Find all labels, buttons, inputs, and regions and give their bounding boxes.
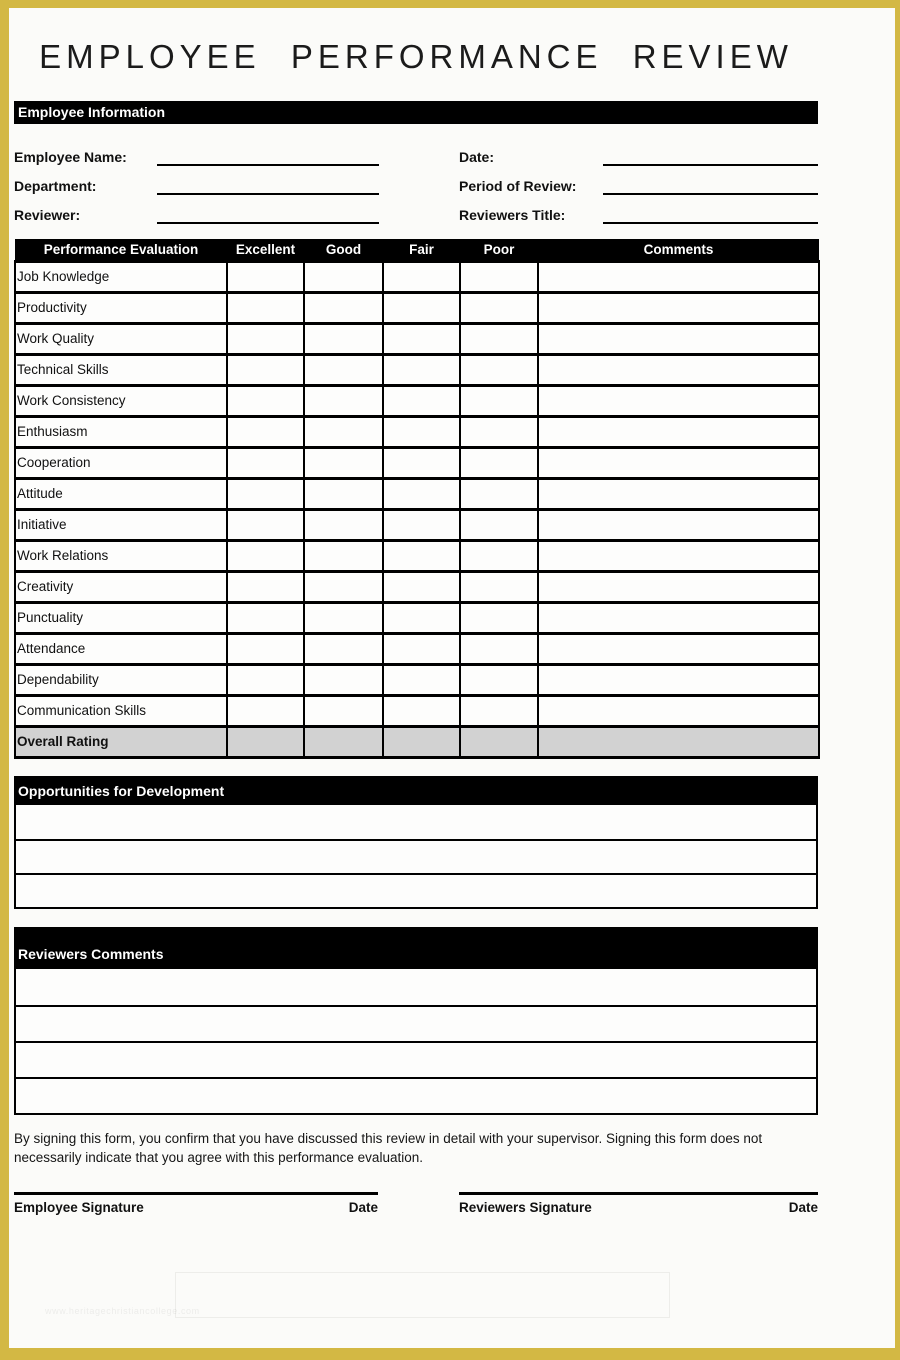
- employee-name-field[interactable]: [157, 162, 379, 166]
- evaluation-row: [15, 292, 819, 323]
- criterion-label: Cooperation: [15, 447, 227, 478]
- faint-placeholder-box: [175, 1272, 670, 1318]
- rating-cell-fair[interactable]: [383, 385, 460, 416]
- date-field[interactable]: [603, 162, 818, 166]
- rating-cell-excellent[interactable]: [227, 726, 304, 757]
- reviewers-title-label: Reviewers Title:: [459, 207, 566, 223]
- rating-cell-good[interactable]: [304, 261, 383, 292]
- comments-cell[interactable]: [538, 385, 819, 416]
- reviewer-label: Reviewer:: [14, 207, 81, 223]
- rating-cell-fair[interactable]: [383, 540, 460, 571]
- criterion-label: Attitude: [15, 478, 227, 509]
- comments-cell[interactable]: [538, 292, 819, 323]
- blank-line-row[interactable]: [16, 1077, 816, 1113]
- watermark: www.heritagechristiancollege.com: [45, 1306, 200, 1316]
- rating-cell-poor[interactable]: [460, 323, 538, 354]
- rating-cell-excellent[interactable]: [227, 323, 304, 354]
- rating-cell-fair[interactable]: [383, 261, 460, 292]
- employee-date-label: Date: [348, 1199, 378, 1215]
- rating-cell-poor[interactable]: [460, 261, 538, 292]
- rating-cell-excellent[interactable]: [227, 416, 304, 447]
- comments-cell[interactable]: [538, 354, 819, 385]
- comments-cell[interactable]: [538, 571, 819, 602]
- evaluation-row: [15, 540, 819, 571]
- reviewer-comments-box: [14, 967, 818, 1115]
- evaluation-header-row: [15, 239, 819, 261]
- rating-cell-good[interactable]: [304, 633, 383, 664]
- rating-cell-excellent[interactable]: [227, 571, 304, 602]
- rating-cell-poor[interactable]: [460, 633, 538, 664]
- rating-cell-fair[interactable]: [383, 726, 460, 757]
- column-header: Performance Evaluation: [15, 239, 227, 261]
- rating-cell-fair[interactable]: [383, 509, 460, 540]
- reviewer-comments-header: [14, 927, 818, 967]
- rating-cell-fair[interactable]: [383, 633, 460, 664]
- rating-cell-good[interactable]: [304, 292, 383, 323]
- rating-cell-excellent[interactable]: [227, 261, 304, 292]
- criterion-label: Overall Rating: [15, 726, 227, 757]
- rating-cell-excellent[interactable]: [227, 633, 304, 664]
- column-header: Fair: [383, 239, 460, 261]
- comments-cell[interactable]: [538, 695, 819, 726]
- field-row: [14, 166, 818, 195]
- rating-cell-good[interactable]: [304, 354, 383, 385]
- rating-cell-fair[interactable]: [383, 292, 460, 323]
- rating-cell-fair[interactable]: [383, 664, 460, 695]
- column-header: Comments: [538, 239, 819, 261]
- rating-cell-fair[interactable]: [383, 416, 460, 447]
- criterion-label: Attendance: [15, 633, 227, 664]
- reviewer-comments-heading: Reviewers Comments: [18, 945, 164, 962]
- blank-line-row[interactable]: [16, 805, 816, 839]
- column-header: Excellent: [227, 239, 304, 261]
- comments-cell[interactable]: [538, 478, 819, 509]
- rating-cell-good[interactable]: [304, 695, 383, 726]
- evaluation-row: [15, 323, 819, 354]
- form-content: [14, 8, 818, 1215]
- employee-signature-label: Employee Signature: [14, 1199, 144, 1215]
- opportunities-heading: Opportunities for Development: [18, 782, 225, 799]
- rating-cell-poor[interactable]: [460, 292, 538, 323]
- rating-cell-fair[interactable]: [383, 323, 460, 354]
- overall-rating-row: [15, 726, 819, 757]
- opportunities-box: [14, 803, 818, 909]
- comments-cell[interactable]: [538, 509, 819, 540]
- rating-cell-good[interactable]: [304, 664, 383, 695]
- evaluation-row: [15, 261, 819, 292]
- comments-cell[interactable]: [538, 416, 819, 447]
- rating-cell-good[interactable]: [304, 416, 383, 447]
- rating-cell-poor[interactable]: [460, 602, 538, 633]
- criterion-label: Work Relations: [15, 540, 227, 571]
- evaluation-row: [15, 695, 819, 726]
- criterion-label: Punctuality: [15, 602, 227, 633]
- rating-cell-fair[interactable]: [383, 447, 460, 478]
- comments-cell[interactable]: [538, 633, 819, 664]
- criterion-label: Work Consistency: [15, 385, 227, 416]
- blank-line-row[interactable]: [16, 1041, 816, 1077]
- rating-cell-poor[interactable]: [460, 695, 538, 726]
- rating-cell-good[interactable]: [304, 509, 383, 540]
- period-of-review-field[interactable]: [603, 191, 818, 195]
- criterion-label: Enthusiasm: [15, 416, 227, 447]
- department-label: Department:: [14, 178, 97, 194]
- rating-cell-good[interactable]: [304, 478, 383, 509]
- comments-cell[interactable]: [538, 602, 819, 633]
- rating-cell-poor[interactable]: [460, 540, 538, 571]
- blank-line-row[interactable]: [16, 839, 816, 873]
- rating-cell-excellent[interactable]: [227, 540, 304, 571]
- evaluation-row: [15, 602, 819, 633]
- rating-cell-excellent[interactable]: [227, 695, 304, 726]
- rating-cell-fair[interactable]: [383, 602, 460, 633]
- rating-cell-poor[interactable]: [460, 416, 538, 447]
- rating-cell-poor[interactable]: [460, 571, 538, 602]
- rating-cell-fair[interactable]: [383, 354, 460, 385]
- rating-cell-excellent[interactable]: [227, 478, 304, 509]
- employee-info-header: [14, 101, 818, 124]
- rating-cell-poor[interactable]: [460, 726, 538, 757]
- evaluation-row: [15, 664, 819, 695]
- rating-cell-good[interactable]: [304, 540, 383, 571]
- rating-cell-poor[interactable]: [460, 447, 538, 478]
- blank-line-row[interactable]: [16, 873, 816, 907]
- criterion-label: Dependability: [15, 664, 227, 695]
- rating-cell-excellent[interactable]: [227, 447, 304, 478]
- employee-name-label: Employee Name:: [14, 149, 127, 165]
- column-header: Good: [304, 239, 383, 261]
- rating-cell-excellent[interactable]: [227, 602, 304, 633]
- reviewer-signature-label: Reviewers Signature: [459, 1199, 592, 1215]
- evaluation-table: [14, 239, 820, 759]
- rating-cell-good[interactable]: [304, 323, 383, 354]
- rating-cell-excellent[interactable]: [227, 385, 304, 416]
- rating-cell-excellent[interactable]: [227, 664, 304, 695]
- comments-cell[interactable]: [538, 261, 819, 292]
- rating-cell-good[interactable]: [304, 385, 383, 416]
- evaluation-row: [15, 416, 819, 447]
- rating-cell-poor[interactable]: [460, 385, 538, 416]
- opportunities-header: [14, 776, 818, 803]
- criterion-label: Communication Skills: [15, 695, 227, 726]
- rating-cell-poor[interactable]: [460, 478, 538, 509]
- evaluation-row: [15, 571, 819, 602]
- employee-info-fields: [14, 137, 818, 224]
- rating-cell-good[interactable]: [304, 447, 383, 478]
- rating-cell-fair[interactable]: [383, 695, 460, 726]
- evaluation-row: [15, 447, 819, 478]
- employee-signature-block[interactable]: [14, 1192, 378, 1215]
- comments-cell[interactable]: [538, 540, 819, 571]
- signature-disclaimer: By signing this form, you confirm that you have discussed this review in detail with your supervisor. Signing this form does not necessarily indicate that you agree with this performance evaluation.: [14, 1130, 763, 1165]
- reviewer-date-label: Date: [788, 1199, 818, 1215]
- column-header: Poor: [460, 239, 538, 261]
- date-label: Date:: [459, 149, 495, 165]
- rating-cell-poor[interactable]: [460, 664, 538, 695]
- criterion-label: Productivity: [15, 292, 227, 323]
- comments-cell[interactable]: [538, 664, 819, 695]
- evaluation-row: [15, 633, 819, 664]
- evaluation-row: [15, 354, 819, 385]
- rating-cell-fair[interactable]: [383, 571, 460, 602]
- field-row: [14, 195, 818, 224]
- period-of-review-label: Period of Review:: [459, 178, 577, 194]
- department-field[interactable]: [157, 191, 379, 195]
- signature-row: [14, 1192, 818, 1215]
- comments-cell[interactable]: [538, 323, 819, 354]
- reviewer-field[interactable]: [157, 220, 379, 224]
- page-title: EMPLOYEE PERFORMANCE REVIEW: [39, 38, 793, 75]
- rating-cell-excellent[interactable]: [227, 509, 304, 540]
- criterion-label: Initiative: [15, 509, 227, 540]
- rating-cell-excellent[interactable]: [227, 292, 304, 323]
- reviewers-title-field[interactable]: [603, 220, 818, 224]
- evaluation-table-body: [15, 261, 819, 757]
- criterion-label: Creativity: [15, 571, 227, 602]
- comments-cell[interactable]: [538, 726, 819, 757]
- comments-cell[interactable]: [538, 447, 819, 478]
- criterion-label: Job Knowledge: [15, 261, 227, 292]
- blank-line-row[interactable]: [16, 969, 816, 1005]
- evaluation-row: [15, 509, 819, 540]
- rating-cell-poor[interactable]: [460, 509, 538, 540]
- employee-info-heading: Employee Information: [18, 104, 166, 120]
- criterion-label: Work Quality: [15, 323, 227, 354]
- rating-cell-good[interactable]: [304, 571, 383, 602]
- rating-cell-excellent[interactable]: [227, 354, 304, 385]
- criterion-label: Technical Skills: [15, 354, 227, 385]
- rating-cell-poor[interactable]: [460, 354, 538, 385]
- field-row: [14, 137, 818, 166]
- reviewer-signature-block[interactable]: [459, 1192, 818, 1215]
- evaluation-row: [15, 478, 819, 509]
- rating-cell-good[interactable]: [304, 726, 383, 757]
- blank-line-row[interactable]: [16, 1005, 816, 1041]
- rating-cell-fair[interactable]: [383, 478, 460, 509]
- evaluation-row: [15, 385, 819, 416]
- rating-cell-good[interactable]: [304, 602, 383, 633]
